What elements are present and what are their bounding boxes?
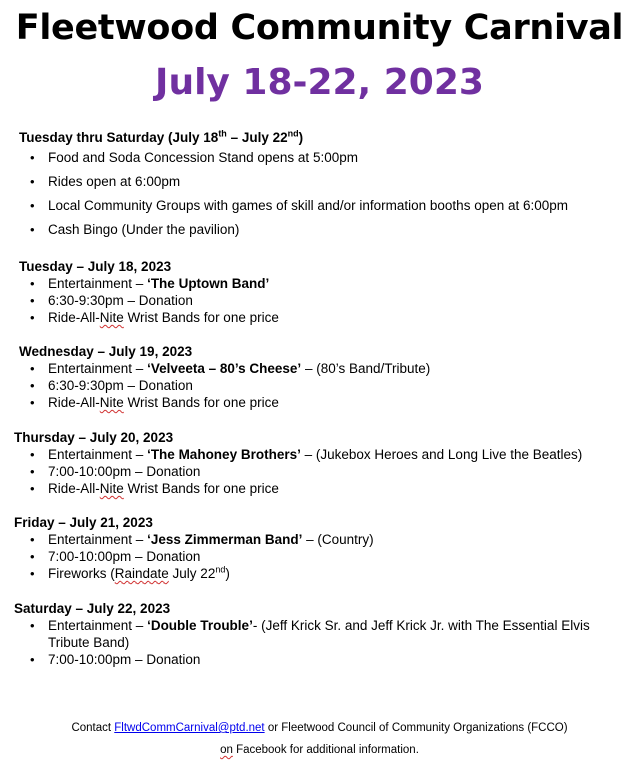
general-schedule-section [0,129,639,245]
day-section-wednesday [0,343,639,411]
day-list [0,617,639,668]
entertainment-item: • Entertainment – ‘Double Trouble’- (Jeff Krick Sr. and Jeff Krick Jr. with The Essential Elvis Tribute Band) [0,617,633,651]
entertainment-item: • Entertainment – ‘The Uptown Band’ [0,275,639,292]
day-heading: Wednesday – July 19, 2023 [19,344,193,359]
day-list [0,360,639,411]
list-item: • Rides open at 6:00pm [0,173,639,190]
event-dates: July 18-22, 2023 [155,62,484,103]
day-list [0,446,639,497]
wristband-item: • Ride-All-Nite Wrist Bands for one price [0,394,639,411]
general-list [0,149,639,238]
entertainment-item: • Entertainment – ‘The Mahoney Brothers’ – (Jukebox Heroes and Long Live the Beatles) [0,446,639,463]
day-heading: Thursday – July 20, 2023 [14,430,174,445]
day-list [0,531,639,582]
list-item: • Food and Soda Concession Stand opens at 5:00pm [0,149,639,166]
page-title: Fleetwood Community Carnival [15,8,624,48]
time-item: • 7:00-10:00pm – Donation [0,651,639,668]
day-heading: Saturday – July 22, 2023 [14,601,171,616]
day-section-thursday [0,429,639,497]
fireworks-item: • Fireworks (Raindate July 22nd) [0,565,639,582]
day-section-saturday [0,600,639,668]
facebook-line: on Facebook for additional information. [220,744,419,756]
day-heading: Friday – July 21, 2023 [14,515,153,530]
time-item: • 6:30-9:30pm – Donation [0,292,639,309]
general-heading: Tuesday thru Saturday (July 18th – July 22nd) [19,128,304,145]
entertainment-item: • Entertainment – ‘Jess Zimmerman Band’ – (Country) [0,531,639,548]
day-heading: Tuesday – July 18, 2023 [19,259,172,274]
entertainment-item: • Entertainment – ‘Velveeta – 80’s Cheese’ – (80’s Band/Tribute) [0,360,639,377]
time-item: • 6:30-9:30pm – Donation [0,377,639,394]
list-item: • Local Community Groups with games of skill and/or information booths open at 6:00pm [0,197,639,214]
wristband-item: • Ride-All-Nite Wrist Bands for one price [0,309,639,326]
day-list [0,275,639,326]
wristband-item: • Ride-All-Nite Wrist Bands for one price [0,480,639,497]
email-link[interactable]: FltwdCommCarnival@ptd.net [114,722,265,734]
day-section-friday [0,514,639,582]
time-item: • 7:00-10:00pm – Donation [0,548,639,565]
list-item: • Cash Bingo (Under the pavilion) [0,221,639,238]
contact-line: Contact FltwdCommCarnival@ptd.net or Fleetwood Council of Community Organizations (FCCO) [71,722,568,734]
time-item: • 7:00-10:00pm – Donation [0,463,639,480]
day-section-tuesday [0,258,639,326]
